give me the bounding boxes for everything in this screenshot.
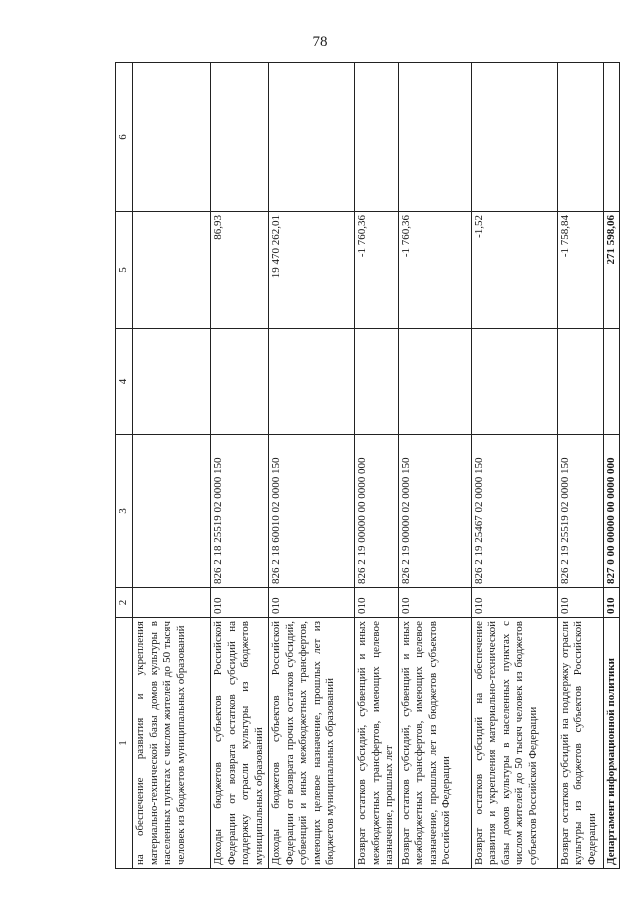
- row-col4: [471, 329, 557, 435]
- row-code: 010: [471, 588, 557, 618]
- table-row: [211, 63, 269, 869]
- row-name: Доходы бюджетов субъектов Российской Федерации от возврата прочих остатков субсидий, субвенций и иных межбюджетных трансфертов, имеющих целевое назначение, прошлых лет из бюджетов муниципальных образований: [269, 618, 355, 869]
- row-col6: [355, 63, 399, 212]
- row-amount: 86,93: [211, 212, 269, 329]
- row-col6: [133, 63, 211, 212]
- row-code: 010: [355, 588, 399, 618]
- row-kbk: 826 2 19 00000 02 0000 150: [398, 435, 471, 588]
- table-row: [133, 63, 211, 869]
- row-col4: [398, 329, 471, 435]
- row-col4: [355, 329, 399, 435]
- row-name: Возврат остатков субсидий, субвенций и иных межбюджетных трансфертов, имеющих целевое назначение, прошлых лет: [355, 618, 399, 869]
- header-cell-2: 2: [116, 588, 133, 618]
- header-cell-5: 5: [116, 212, 133, 329]
- row-name: Возврат остатков субсидий на обеспечение развития и укрепления материально-технической базы домов культуры в населенных пунктах с числом жителей до 50 тысяч человек из бюджетов субъектов Российской Федерации: [471, 618, 557, 869]
- row-col6: [398, 63, 471, 212]
- table-row: [355, 63, 399, 869]
- row-code: 010: [557, 588, 603, 618]
- table-row: [557, 63, 603, 869]
- row-kbk: 827 0 00 00000 00 0000 000: [603, 435, 620, 588]
- row-amount: 19 470 262,01: [269, 212, 355, 329]
- header-cell-4: 4: [116, 329, 133, 435]
- table-row: [269, 63, 355, 869]
- row-code: 010: [211, 588, 269, 618]
- row-amount: -1 760,36: [355, 212, 399, 329]
- row-col4: [211, 329, 269, 435]
- table-viewport: [115, 63, 617, 869]
- row-amount: -1 758,84: [557, 212, 603, 329]
- table-row: [398, 63, 471, 869]
- row-code: [133, 588, 211, 618]
- row-kbk: 826 2 19 25519 02 0000 150: [557, 435, 603, 588]
- budget-table: [115, 62, 620, 869]
- row-col4: [557, 329, 603, 435]
- header-cell-6: 6: [116, 63, 133, 212]
- row-col6: [603, 63, 620, 212]
- row-col4: [603, 329, 620, 435]
- row-name: Возврат остатков субсидий на поддержку отрасли культуры из бюджетов субъектов Российской Федерации: [557, 618, 603, 869]
- rotated-table-container: [115, 63, 617, 869]
- row-col4: [133, 329, 211, 435]
- row-col6: [471, 63, 557, 212]
- row-col6: [557, 63, 603, 212]
- header-cell-1: 1: [116, 618, 133, 869]
- row-code: 010: [269, 588, 355, 618]
- row-amount: [133, 212, 211, 329]
- row-amount: -1,52: [471, 212, 557, 329]
- row-name: Департамент информационной политики: [603, 618, 620, 869]
- row-kbk: 826 2 18 25519 02 0000 150: [211, 435, 269, 588]
- row-kbk: 826 2 18 60010 02 0000 150: [269, 435, 355, 588]
- row-kbk: 826 2 19 00000 00 0000 000: [355, 435, 399, 588]
- row-amount: 271 598,06: [603, 212, 620, 329]
- row-col6: [269, 63, 355, 212]
- row-kbk: 826 2 19 25467 02 0000 150: [471, 435, 557, 588]
- page-number: 78: [312, 34, 328, 50]
- row-amount: -1 760,36: [398, 212, 471, 329]
- table-row: [471, 63, 557, 869]
- row-kbk: [133, 435, 211, 588]
- row-col4: [269, 329, 355, 435]
- row-col6: [211, 63, 269, 212]
- row-name: на обеспечение развития и укрепления материально-технической базы домов культуры в населенных пунктах с числом жителей до 50 тысяч человек из бюджетов муниципальных образований: [133, 618, 211, 869]
- row-code: 010: [603, 588, 620, 618]
- row-name: Возврат остатков субсидий, субвенций и иных межбюджетных трансфертов, имеющих целевое назначение, прошлых лет из бюджетов субъектов Российской Федерации: [398, 618, 471, 869]
- row-code: 010: [398, 588, 471, 618]
- table-row: [603, 63, 620, 869]
- header-cell-3: 3: [116, 435, 133, 588]
- header-row: [116, 63, 133, 869]
- row-name: Доходы бюджетов субъектов Российской Федерации от возврата остатков субсидий на поддержку отрасли культуры из бюджетов муниципальных образований: [211, 618, 269, 869]
